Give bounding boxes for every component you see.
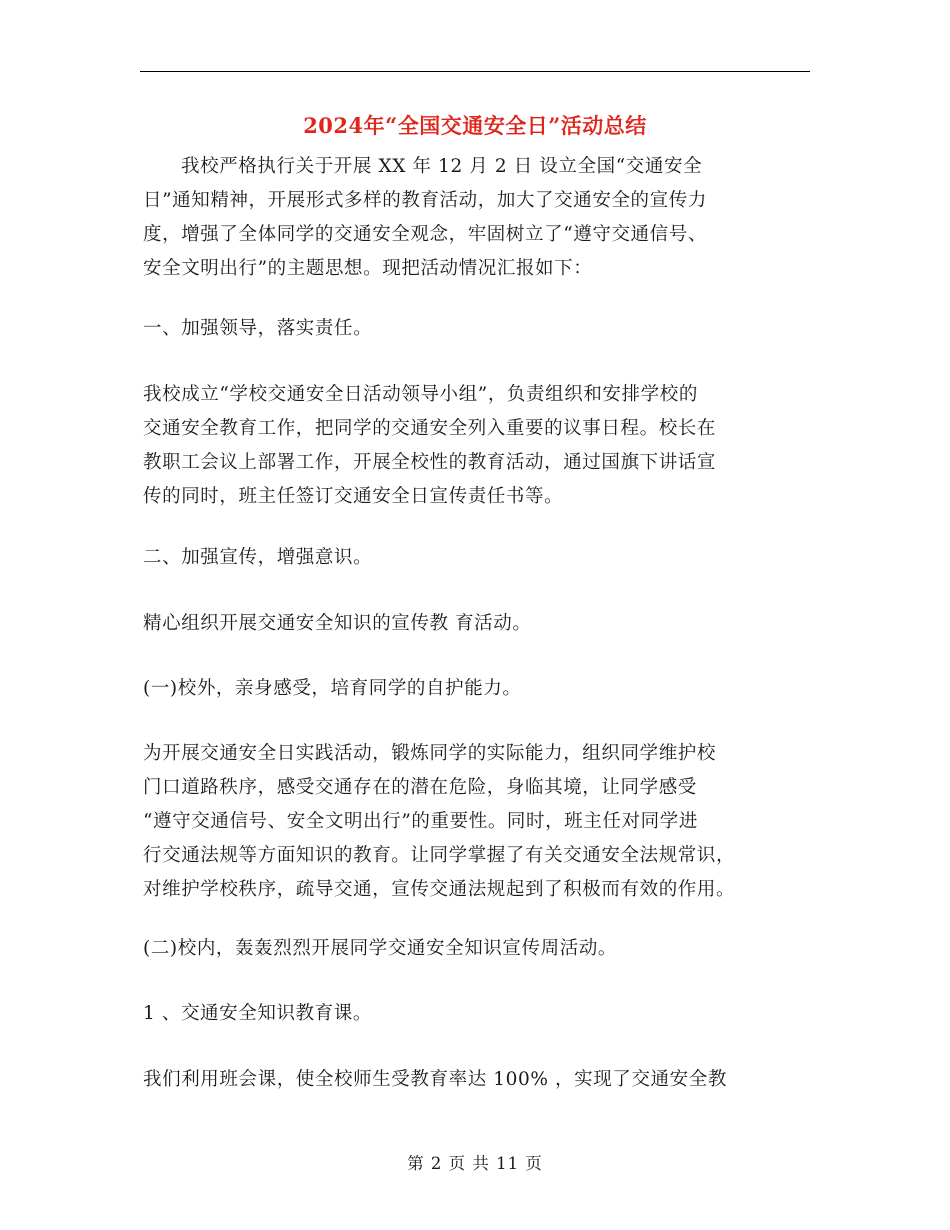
paragraph-line: 精心组织开展交通安全知识的宣传教 育活动。 [143, 613, 532, 634]
subheading-1 [143, 672, 813, 706]
item-1-heading [143, 997, 813, 1031]
document-title: 2024年“全国交通安全日”活动总结 [303, 113, 647, 138]
header-rule [140, 71, 810, 72]
paragraph-line: 行交通法规等方面知识的教育。让同学掌握了有关交通安全法规常识， [143, 845, 736, 866]
sub-1-paragraph [143, 737, 813, 907]
subheading-2 [143, 932, 813, 966]
heading-text: 一、加强领导，落实责任。 [143, 318, 373, 339]
paragraph-line: 门口道路秩序，感受交通存在的潜在危险，身临其境，让同学感受 [143, 777, 697, 798]
paragraph-line: 度，增强了全体同学的交通安全观念，牢固树立了“遵守交通信号、 [143, 224, 707, 245]
paragraph-line: 传的同时，班主任签订交通安全日宣传责任书等。 [143, 486, 564, 507]
section-2-paragraph [143, 607, 813, 641]
paragraph-line: 教职工会议上部署工作，开展全校性的教育活动，通过国旗下讲话宣 [143, 452, 717, 473]
section-heading-2 [143, 541, 813, 575]
paragraph-line: 安全文明出行”的主题思想。现把活动情况汇报如下： [143, 258, 593, 279]
heading-text: 二、加强宣传，增强意识。 [143, 547, 373, 568]
paragraph-line: 日”通知精神，开展形式多样的教育活动，加大了交通安全的宣传力 [143, 190, 707, 211]
paragraph-line: 我校成立“学校交通安全日活动领导小组”，负责组织和安排学校的 [143, 384, 698, 405]
item-text: 1 、交通安全知识教育课。 [143, 1003, 372, 1024]
paragraph-line: 对维护学校秩序，疏导交通，宣传交通法规起到了积极而有效的作用。 [143, 879, 736, 900]
section-heading-1 [143, 312, 813, 346]
subheading-text: (二)校内，轰轰烈烈开展同学交通安全知识宣传周活动。 [143, 938, 618, 959]
section-1-paragraph [143, 378, 813, 514]
subheading-text: (一)校外，亲身感受，培育同学的自护能力。 [143, 678, 522, 699]
page-number: 第 2 页 共 11 页 [407, 1154, 543, 1173]
paragraph-line: 我校严格执行关于开展 XX 年 12 月 2 日 设立全国“交通安全 [181, 156, 703, 177]
item-1-paragraph [143, 1063, 813, 1097]
intro-paragraph [143, 150, 813, 286]
paragraph-line: 交通安全教育工作，把同学的交通安全列入重要的议事日程。校长在 [143, 418, 717, 439]
paragraph-line: “遵守交通信号、安全文明出行”的重要性。同时，班主任对同学进 [143, 811, 698, 832]
paragraph-line: 我们利用班会课，使全校师生受教育率达 100% ，实现了交通安全教 [143, 1069, 727, 1090]
paragraph-line: 为开展交通安全日实践活动，锻炼同学的实际能力，组织同学维护校 [143, 743, 717, 764]
